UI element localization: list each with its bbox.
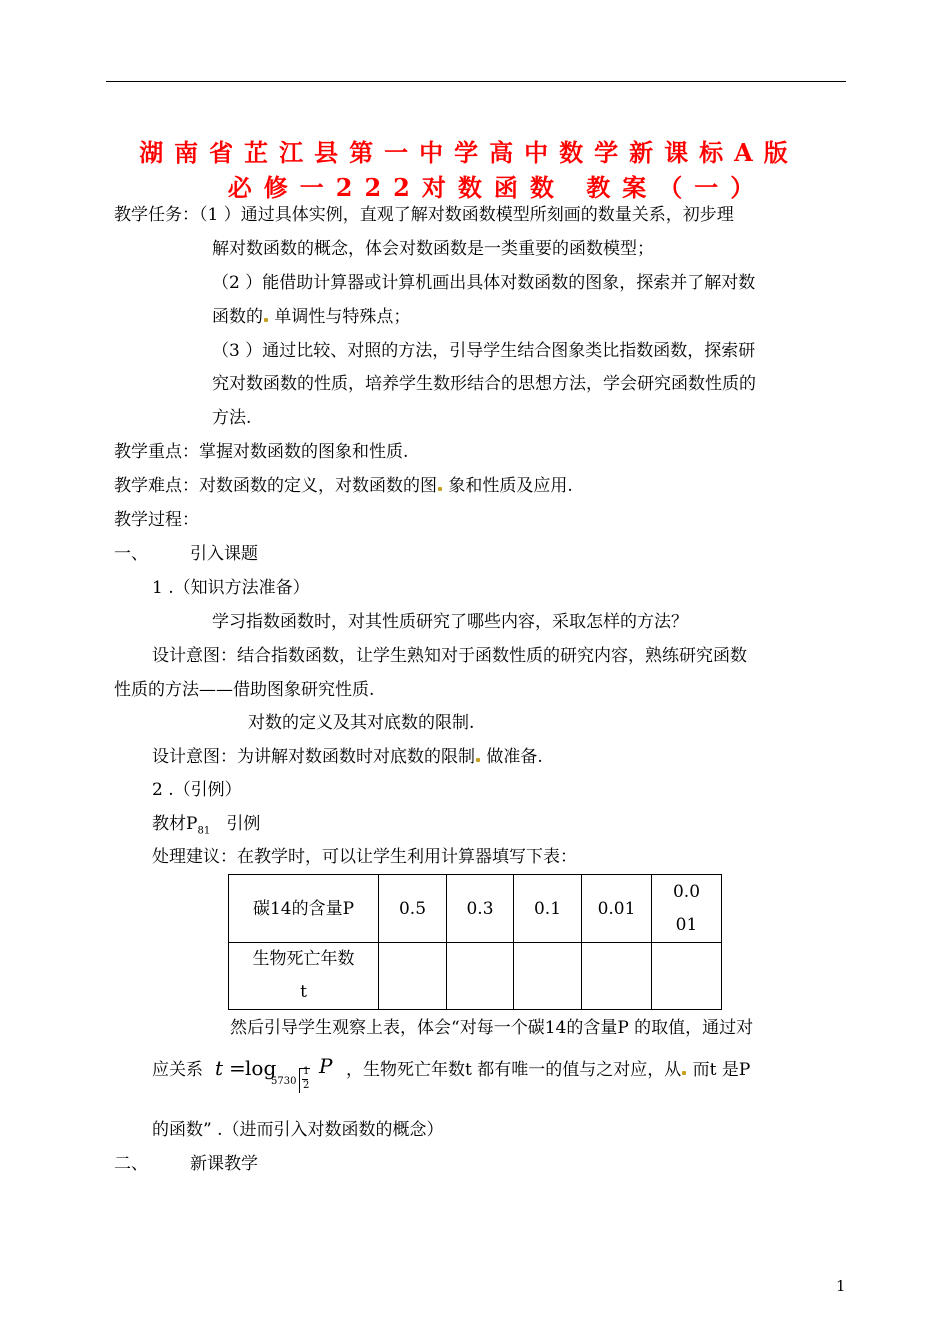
step-1-label: 1 .（知识方法准备）	[152, 578, 310, 598]
observe-line-2-prefix: 应关系	[152, 1060, 203, 1080]
table-cell: 0.01	[582, 875, 652, 943]
table-cell-empty	[652, 943, 722, 1010]
table-cell-line: t	[300, 982, 307, 1002]
table-cell-line: 01	[675, 914, 698, 935]
table-cell	[652, 875, 722, 943]
task-line-2b	[212, 307, 410, 327]
header-rule	[106, 81, 846, 82]
processing-advice: 处理建议：在教学时，可以让学生利用计算器填写下表：	[152, 847, 577, 867]
task-line-1	[114, 205, 734, 225]
formula-p: P	[319, 1054, 333, 1078]
table-cell: 0.5	[379, 875, 447, 943]
formula-t: t	[215, 1056, 224, 1080]
task-item-2a: （2 ）能借助计算器或计算机画出具体对数函数的图象，探索并了解对数	[212, 273, 756, 293]
observe-line-1: 然后引导学生观察上表，体会“对每一个碳14的含量P 的取值，通过对	[230, 1018, 754, 1038]
section-2-title: 新课教学	[190, 1154, 258, 1174]
observe-line-2-end: 而t 是P	[692, 1060, 751, 1080]
marker-dot	[682, 1071, 686, 1075]
formula-log: log	[245, 1056, 277, 1080]
table-cell: 0.1	[514, 875, 582, 943]
difficulty-line	[114, 476, 573, 496]
fraction-numerator: 1	[303, 1066, 310, 1077]
task-item-3a: （3 ）通过比较、对照的方法，引导学生结合图象类比指数函数，探索研	[212, 341, 756, 361]
document-title-line-1: 湖南省芷江县第一中学高中数学新课标A版	[139, 138, 799, 167]
ref-suffix: 引例	[226, 814, 261, 834]
step-2-label: 2 .（引例）	[152, 780, 242, 800]
key-point: 教学重点：掌握对数函数的图象和性质.	[114, 442, 409, 462]
marker-dot	[476, 758, 480, 762]
carbon-table	[228, 874, 722, 1010]
table-cell-header	[229, 943, 379, 1010]
design-intent-2	[152, 747, 543, 767]
design-intent-2a: 设计意图：为讲解对数函数时对底数的限制	[152, 747, 475, 767]
task-label: 教学任务：	[114, 205, 199, 225]
task-item-3c: 方法.	[212, 408, 252, 428]
step-1-question-2: 对数的定义及其对底数的限制.	[248, 713, 475, 733]
table-row	[229, 943, 722, 1010]
observe-line-3: 的函数” .（进而引入对数函数的概念）	[152, 1120, 444, 1140]
section-1-num: 一、	[114, 544, 148, 564]
table-cell-line: 生物死亡年数	[252, 949, 355, 969]
difficulty-part1: 教学难点：对数函数的定义，对数函数的图	[114, 476, 437, 496]
page-number: 1	[836, 1277, 846, 1295]
fraction-denominator: 2	[303, 1080, 310, 1091]
task-item-1a: （1 ）通过具体实例，直观了解对数函数模型所刻画的数量关系，初步理	[199, 205, 734, 225]
design-intent-1b: 性质的方法——借助图象研究性质.	[114, 680, 375, 700]
task-item-2b-part1: 函数的	[212, 307, 263, 327]
design-intent-1a: 设计意图：结合指数函数，让学生熟知对于函数性质的研究内容，熟练研究函数	[152, 646, 747, 666]
table-cell-empty	[582, 943, 652, 1010]
observe-line-2	[346, 1060, 750, 1080]
ref-page-sub: 81	[197, 825, 211, 837]
table-cell-empty	[447, 943, 514, 1010]
design-intent-2b: 做准备.	[486, 747, 543, 767]
task-item-2b-part2: 单调性与特殊点；	[274, 307, 411, 327]
task-item-3b: 究对数函数的性质，培养学生数形结合的思想方法，学会研究函数性质的	[212, 374, 756, 394]
document-title-line-2: 必修一222对数函数 教案（一）	[227, 173, 767, 202]
difficulty-part2: 象和性质及应用.	[448, 476, 573, 496]
process-heading: 教学过程：	[114, 510, 199, 530]
section-2-num: 二、	[114, 1154, 148, 1174]
table-cell-line: 0.0	[672, 881, 701, 902]
table-cell-header: 碳14的含量P	[229, 875, 379, 943]
marker-dot	[264, 318, 268, 322]
formula-base: 5730	[271, 1076, 297, 1087]
table-cell-empty	[514, 943, 582, 1010]
marker-dot	[438, 487, 442, 491]
textbook-reference	[152, 814, 260, 841]
formula-equals: =	[229, 1056, 246, 1080]
section-1-title: 引入课题	[190, 544, 258, 564]
ref-prefix: 教材P	[152, 814, 198, 834]
observe-line-2-mid: ，生物死亡年数t 都有唯一的值与之对应，从	[346, 1060, 682, 1080]
table-cell-empty	[379, 943, 447, 1010]
step-1-question-1: 学习指数函数时，对其性质研究了哪些内容，采取怎样的方法？	[212, 612, 688, 632]
table-cell: 0.3	[447, 875, 514, 943]
task-item-1b: 解对数函数的概念，体会对数函数是一类重要的函数模型；	[212, 239, 654, 259]
table-row	[229, 875, 722, 943]
